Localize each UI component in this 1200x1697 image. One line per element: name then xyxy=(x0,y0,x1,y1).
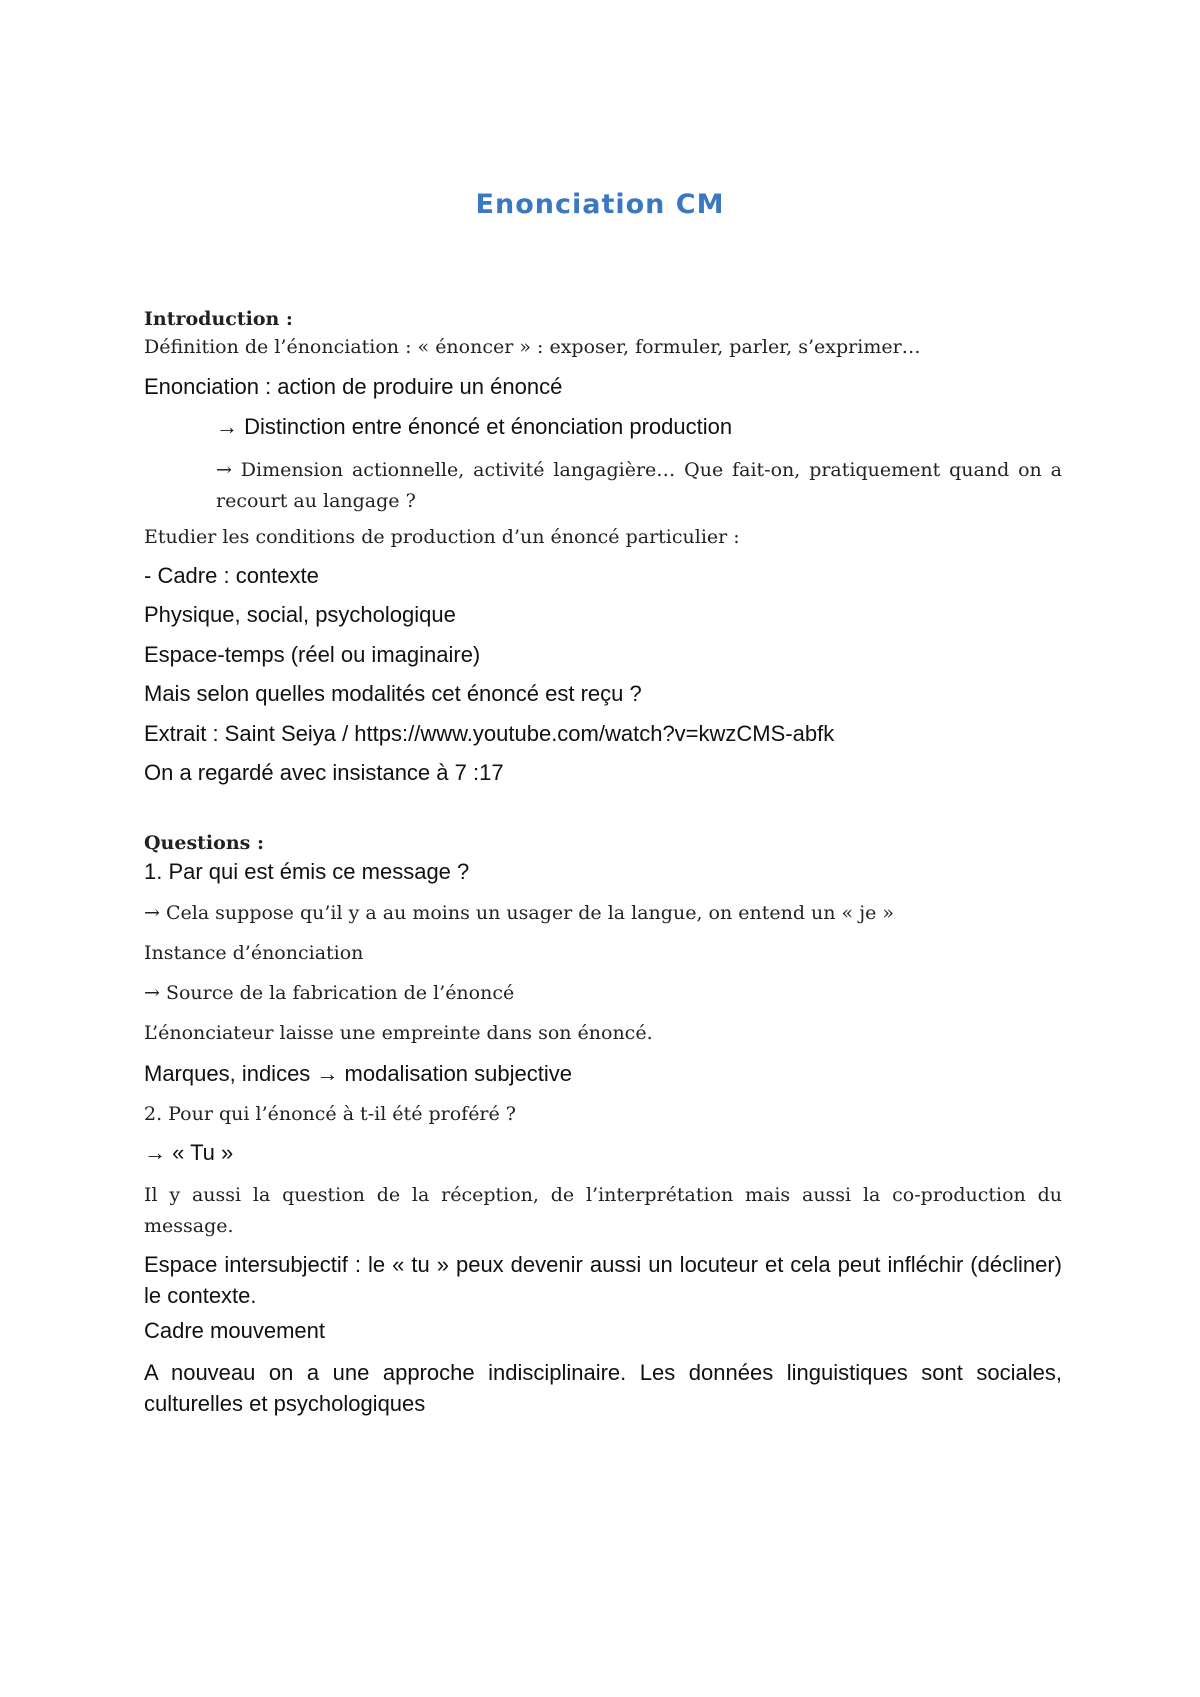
paragraph-source: → Source de la fabrication de l’énoncé xyxy=(144,982,515,1004)
bullet-dimension: → Dimension actionnelle, activité langagière… Que fait-on, pratiquement quand on a recourt au langage ? xyxy=(216,459,1062,512)
question-2: 2. Pour qui l’énoncé à t-il été proféré ? xyxy=(144,1103,516,1125)
section-heading-questions: Questions : xyxy=(144,832,264,854)
paragraph-extrait: Extrait : Saint Seiya / https://www.youtube.com/watch?v=kwzCMS-abfk xyxy=(144,721,835,746)
paragraph-modalites: Mais selon quelles modalités cet énoncé est reçu ? xyxy=(144,681,642,706)
paragraph-physique: Physique, social, psychologique xyxy=(144,602,456,627)
paragraph-empreinte: L’énonciateur laisse une empreinte dans son énoncé. xyxy=(144,1022,653,1044)
paragraph-cadre-mouvement: Cadre mouvement xyxy=(144,1318,325,1343)
paragraph-marques: Marques, indices → modalisation subjective xyxy=(144,1061,572,1086)
paragraph-regarde: On a regardé avec insistance à 7 :17 xyxy=(144,760,504,785)
bullet-distinction: → Distinction entre énoncé et énonciation production xyxy=(216,414,733,439)
paragraph-intersubjectif: Espace intersubjectif : le « tu » peux devenir aussi un locuteur et cela peut infléchir (décliner) le contexte. xyxy=(144,1252,1062,1308)
paragraph-enonciation: Enonciation : action de produire un énoncé xyxy=(144,374,563,399)
paragraph-espace-temps: Espace-temps (réel ou imaginaire) xyxy=(144,642,481,667)
section-heading-introduction: Introduction : xyxy=(144,308,293,330)
question-1: 1. Par qui est émis ce message ? xyxy=(144,859,470,884)
paragraph-reception: Il y aussi la question de la réception, de l’interprétation mais aussi la co-production du message. xyxy=(144,1184,1062,1237)
paragraph-approche: A nouveau on a une approche indisciplinaire. Les données linguistiques sont sociales, culturelles et psychologiques xyxy=(144,1360,1062,1416)
paragraph-tu: → « Tu » xyxy=(144,1140,234,1165)
document-title: Enonciation CM xyxy=(475,189,725,220)
paragraph-usager: → Cela suppose qu’il y a au moins un usager de la langue, on entend un « je » xyxy=(144,902,895,924)
paragraph-instance: Instance d’énonciation xyxy=(144,942,364,964)
paragraph-etudier: Etudier les conditions de production d’un énoncé particulier : xyxy=(144,526,740,548)
paragraph-definition: Définition de l’énonciation : « énoncer » : exposer, formuler, parler, s’exprimer… xyxy=(144,336,921,358)
paragraph-cadre: - Cadre : contexte xyxy=(144,563,319,588)
